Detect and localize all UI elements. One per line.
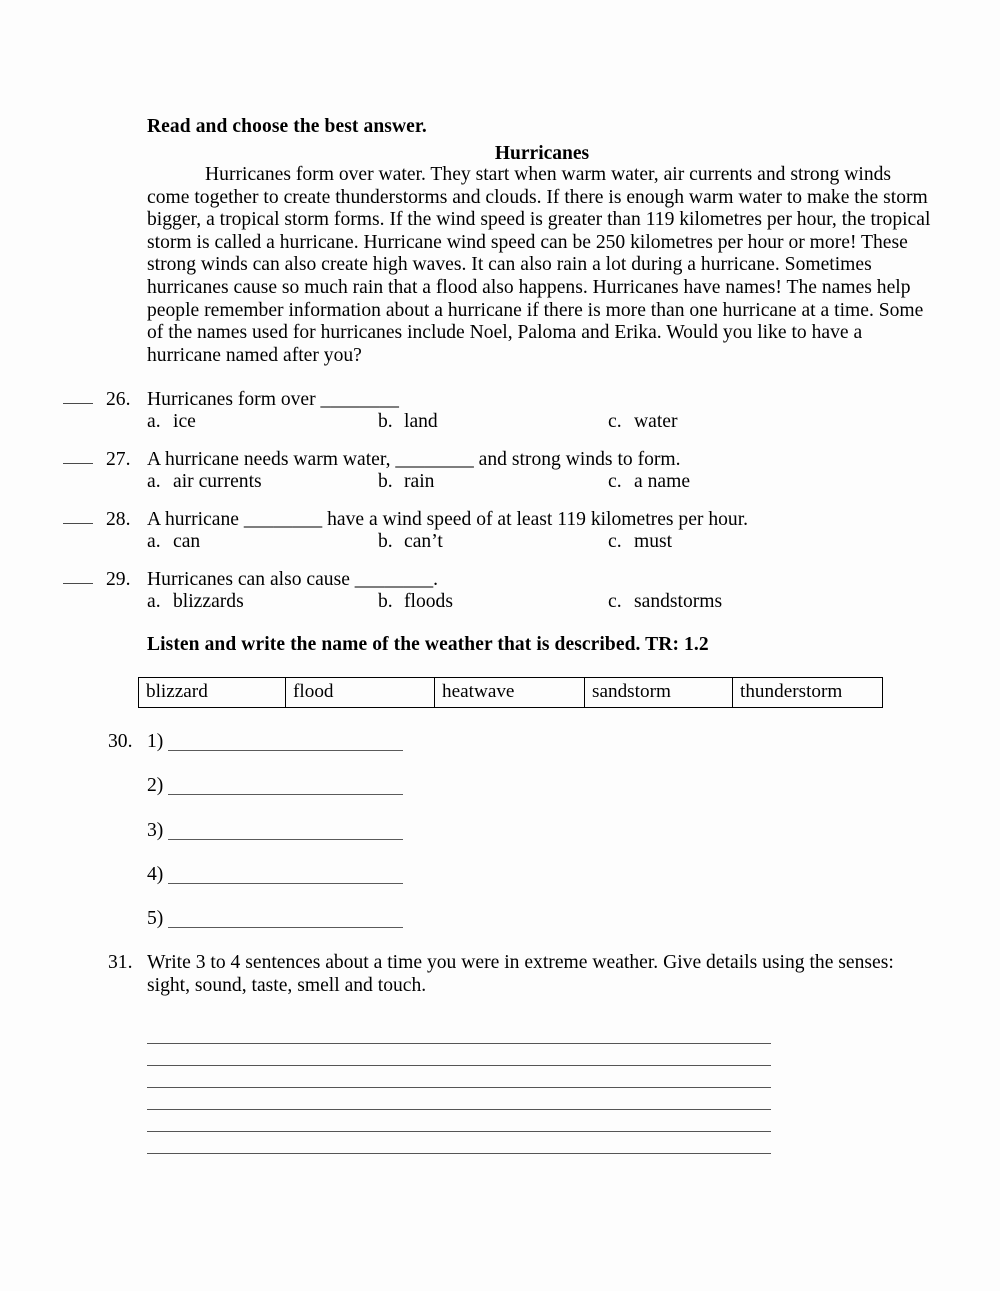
option-26-c[interactable] — [608, 411, 678, 433]
option-27-b[interactable] — [378, 471, 434, 493]
option-text: land — [404, 411, 438, 432]
question-stem-26: Hurricanes form over ________ — [147, 389, 399, 410]
question-number-29: 29. — [106, 569, 131, 590]
answer-blank-28[interactable] — [63, 523, 93, 524]
option-28-a[interactable] — [147, 531, 200, 553]
option-letter: b. — [378, 531, 393, 552]
read-instructions-heading: Read and choose the best answer. — [147, 116, 427, 137]
options-28 — [0, 531, 1000, 553]
option-29-b[interactable] — [378, 591, 453, 613]
option-letter: c. — [608, 471, 622, 492]
answer-slot-label: 5) — [147, 908, 164, 929]
article-title: Hurricanes — [494, 143, 590, 164]
answer-slot-label: 1) — [147, 731, 164, 752]
option-letter: c. — [608, 411, 622, 432]
answer-slot-line[interactable] — [168, 839, 403, 840]
option-letter: c. — [608, 591, 622, 612]
answer-blank-26[interactable] — [63, 403, 93, 404]
question-stem-29: Hurricanes can also cause ________. — [147, 569, 439, 590]
question-number-26: 26. — [106, 389, 131, 410]
options-26 — [0, 411, 1000, 433]
option-text: ice — [173, 411, 196, 432]
option-text: air currents — [173, 471, 262, 492]
writing-line[interactable] — [147, 1043, 771, 1044]
option-28-c[interactable] — [608, 531, 672, 553]
answer-slot-line[interactable] — [168, 750, 403, 751]
word-bank-cell-flood: flood — [286, 678, 435, 708]
option-letter: b. — [378, 591, 393, 612]
listen-instructions-heading: Listen and write the name of the weather that is described. TR: 1.2 — [147, 634, 709, 655]
answer-slot-line[interactable] — [168, 927, 403, 928]
option-letter: a. — [147, 411, 161, 432]
option-text: rain — [404, 471, 435, 492]
writing-line[interactable] — [147, 1131, 771, 1132]
option-text: blizzards — [173, 591, 244, 612]
option-text: water — [634, 411, 678, 432]
answer-slot-line[interactable] — [168, 794, 403, 795]
option-text: a name — [634, 471, 691, 492]
option-26-b[interactable] — [378, 411, 438, 433]
question-number-28: 28. — [106, 509, 131, 530]
answer-slot-label: 3) — [147, 820, 164, 841]
option-26-a[interactable] — [147, 411, 196, 433]
option-29-c[interactable] — [608, 591, 722, 613]
option-letter: a. — [147, 531, 161, 552]
word-bank-cell-thunderstorm: thunderstorm — [733, 678, 883, 708]
option-text: floods — [404, 591, 453, 612]
option-letter: b. — [378, 471, 393, 492]
option-letter: b. — [378, 411, 393, 432]
question-number-30: 30. — [108, 731, 133, 752]
answer-slot-label: 4) — [147, 864, 164, 885]
question-number-27: 27. — [106, 449, 131, 470]
answer-slot-line[interactable] — [168, 883, 403, 884]
option-28-b[interactable] — [378, 531, 443, 553]
option-27-a[interactable] — [147, 471, 262, 493]
word-bank-table — [138, 677, 883, 708]
word-bank-cell-sandstorm: sandstorm — [585, 678, 733, 708]
option-text: must — [634, 531, 673, 552]
option-letter: a. — [147, 591, 161, 612]
table-row — [139, 678, 883, 708]
word-bank-cell-blizzard: blizzard — [139, 678, 286, 708]
option-letter: a. — [147, 471, 161, 492]
writing-line[interactable] — [147, 1087, 771, 1088]
option-27-c[interactable] — [608, 471, 690, 493]
answer-blank-29[interactable] — [63, 583, 93, 584]
option-letter: c. — [608, 531, 622, 552]
writing-prompt: Write 3 to 4 sentences about a time you were in extreme weather. Give details using the senses: sight, sound, taste, smell and touch. — [147, 952, 894, 996]
answer-slot-label: 2) — [147, 775, 164, 796]
question-stem-28: A hurricane ________ have a wind speed of at least 119 kilometres per hour. — [147, 509, 749, 530]
options-29 — [0, 591, 1000, 613]
question-number-31: 31. — [108, 952, 133, 973]
reading-passage: Hurricanes form over water. They start when warm water, air currents and strong winds come together to create thunderstorms and clouds. If there is enough warm water to make the storm bigger, a tropical storm forms. If the wind speed is greater than 119 kilometres per hour, the tropical storm is called a hurricane. Hurricane wind speed can be 250 kilometres per hour or more! These strong winds can also create high waves. It can also rain a lot during a hurricane. Sometimes hurricanes cause so much rain that a flood also happens. Hurricanes have names! The names help people remember information about a hurricane if there is more than one hurricane at a time. Some of the names used for hurricanes include Noel, Paloma and Erika. Would you like to have a hurricane named after you? — [147, 164, 931, 366]
writing-line[interactable] — [147, 1109, 771, 1110]
word-bank-cell-heatwave: heatwave — [435, 678, 585, 708]
question-stem-27: A hurricane needs warm water, ________ and strong winds to form. — [147, 449, 681, 470]
option-text: sandstorms — [634, 591, 723, 612]
option-text: can — [173, 531, 201, 552]
option-29-a[interactable] — [147, 591, 244, 613]
answer-blank-27[interactable] — [63, 463, 93, 464]
option-text: can’t — [404, 531, 443, 552]
writing-line[interactable] — [147, 1065, 771, 1066]
writing-line[interactable] — [147, 1153, 771, 1154]
options-27 — [0, 471, 1000, 493]
